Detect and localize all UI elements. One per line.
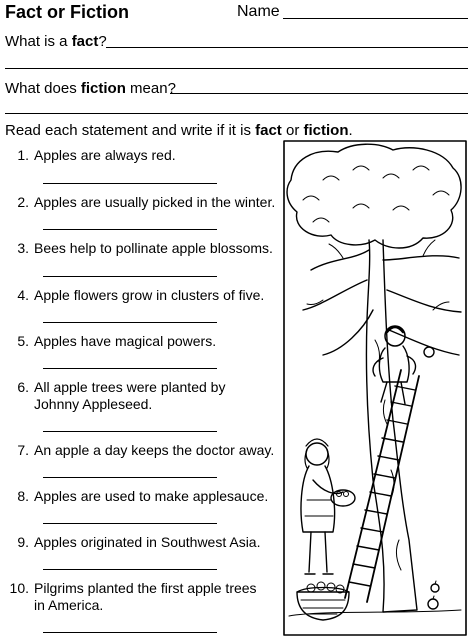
answer-line-9[interactable]	[43, 569, 217, 570]
answer-line-8[interactable]	[43, 523, 217, 524]
answer-line-5[interactable]	[43, 368, 217, 369]
statement-8: 8. Apples are used to make applesauce.	[17, 488, 269, 504]
answer-line-4[interactable]	[43, 322, 217, 323]
statement-9: 9. Apples originated in Southwest Asia.	[17, 534, 261, 550]
name-field[interactable]	[283, 18, 468, 19]
answer-line-7[interactable]	[43, 477, 217, 478]
fiction-question: What does fiction mean?	[5, 80, 176, 97]
fiction-answer-line-2[interactable]	[5, 113, 468, 114]
statement-2: 2. Apples are usually picked in the winter.	[17, 194, 276, 210]
fact-answer-line-1[interactable]	[106, 47, 468, 48]
statement-6: 6. All apple trees were planted by Johnny Appleseed.	[17, 379, 226, 412]
name-label: Name	[237, 3, 280, 20]
fact-answer-line-2[interactable]	[5, 68, 468, 69]
statement-5: 5. Apples have magical powers.	[17, 333, 217, 349]
worksheet-title: Fact or Fiction	[5, 2, 130, 22]
instructions: Read each statement and write if it is fact or fiction.	[5, 122, 353, 139]
answer-line-3[interactable]	[43, 276, 217, 277]
fact-question: What is a fact?	[5, 33, 107, 50]
statement-4: 4. Apple flowers grow in clusters of five.	[17, 287, 265, 303]
statement-10: 10. Pilgrims planted the first apple trees in America.	[9, 580, 257, 613]
statement-1: 1. Apples are always red.	[17, 147, 176, 163]
answer-line-6[interactable]	[43, 431, 217, 432]
answer-line-10[interactable]	[43, 632, 217, 633]
fiction-answer-line-1[interactable]	[170, 93, 468, 94]
answer-line-2[interactable]	[43, 229, 217, 230]
apple-tree-illustration	[283, 140, 467, 636]
statement-7: 7. An apple a day keeps the doctor away.	[17, 442, 275, 458]
answer-line-1[interactable]	[43, 183, 217, 184]
statement-3: 3. Bees help to pollinate apple blossoms.	[17, 240, 273, 256]
